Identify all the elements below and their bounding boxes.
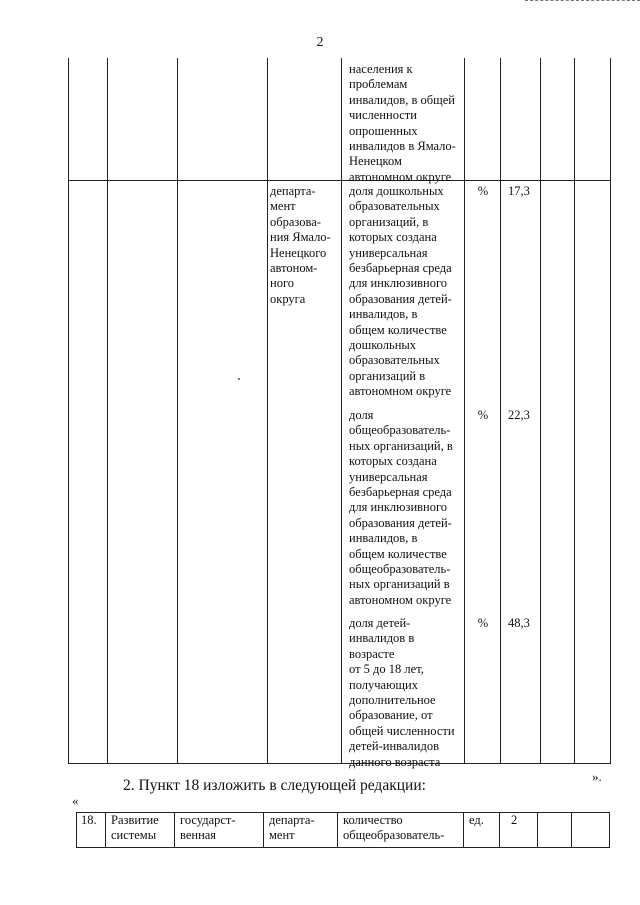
item-executor: департа- мент xyxy=(269,813,315,842)
page-number: 2 xyxy=(316,35,324,50)
column-divider xyxy=(500,58,501,764)
scan-speck xyxy=(238,378,240,380)
value-text: 48,3 xyxy=(508,616,530,630)
margin-mark xyxy=(525,0,640,3)
indicator-text: населения к проблемам инвалидов, в общей численности опрошенных инвалидов в Ямало- Ненецком автономном округе xyxy=(349,62,456,184)
executor-text: департа- мент образова- ния Ямало- Ненецкого автоном- ного округа xyxy=(270,184,331,306)
value-text: 17,3 xyxy=(508,184,530,198)
indicator-text: доля общеобразователь- ных организаций, в которых создана универсальная безбарьерная среда для инклюзивного образования детей- инвалидов, в общем количестве общеобразователь- ных организаций в автономном округе xyxy=(349,408,453,607)
indicators-table xyxy=(68,58,611,769)
item-indicator: количество общеобразователь- xyxy=(343,813,445,842)
column-divider xyxy=(177,58,178,764)
amendment-paragraph: 2. Пункт 18 изложить в следующей редакции: xyxy=(123,777,426,794)
value-text: 22,3 xyxy=(508,408,530,422)
column-divider xyxy=(107,58,108,764)
table-border-bottom xyxy=(68,763,611,764)
unit-text: % xyxy=(477,184,489,198)
unit-text: % xyxy=(477,408,489,422)
closing-quote: ». xyxy=(592,769,602,784)
table-border-left xyxy=(68,58,69,764)
column-divider xyxy=(341,58,342,764)
item-unit: ед. xyxy=(469,813,484,827)
column-divider xyxy=(571,813,572,847)
table-border-right xyxy=(610,58,611,764)
column-divider xyxy=(574,58,575,764)
indicator-text: доля детей- инвалидов в возрасте от 5 до 18 лет, получающих дополнительное образование, от общей численности детей-инвалидов данного возраста xyxy=(349,616,455,769)
item-18-table xyxy=(76,812,610,848)
column-divider xyxy=(540,58,541,764)
item-value: 2 xyxy=(511,813,518,827)
indicator-text: доля дошкольных образовательных организаций, в которых создана универсальная безбарьерная среда для инклюзивного образования детей- инвалидов, в общем количестве дошкольных образовательных организаций в автономном округе xyxy=(349,184,452,399)
row-divider xyxy=(68,180,611,181)
item-name: Развитие системы xyxy=(111,813,159,842)
item-program: государст- венная xyxy=(180,813,236,842)
column-divider xyxy=(464,58,465,764)
item-number: 18. xyxy=(81,813,97,827)
opening-quote: « xyxy=(72,793,79,808)
column-divider xyxy=(267,58,268,764)
unit-text: % xyxy=(477,616,489,630)
